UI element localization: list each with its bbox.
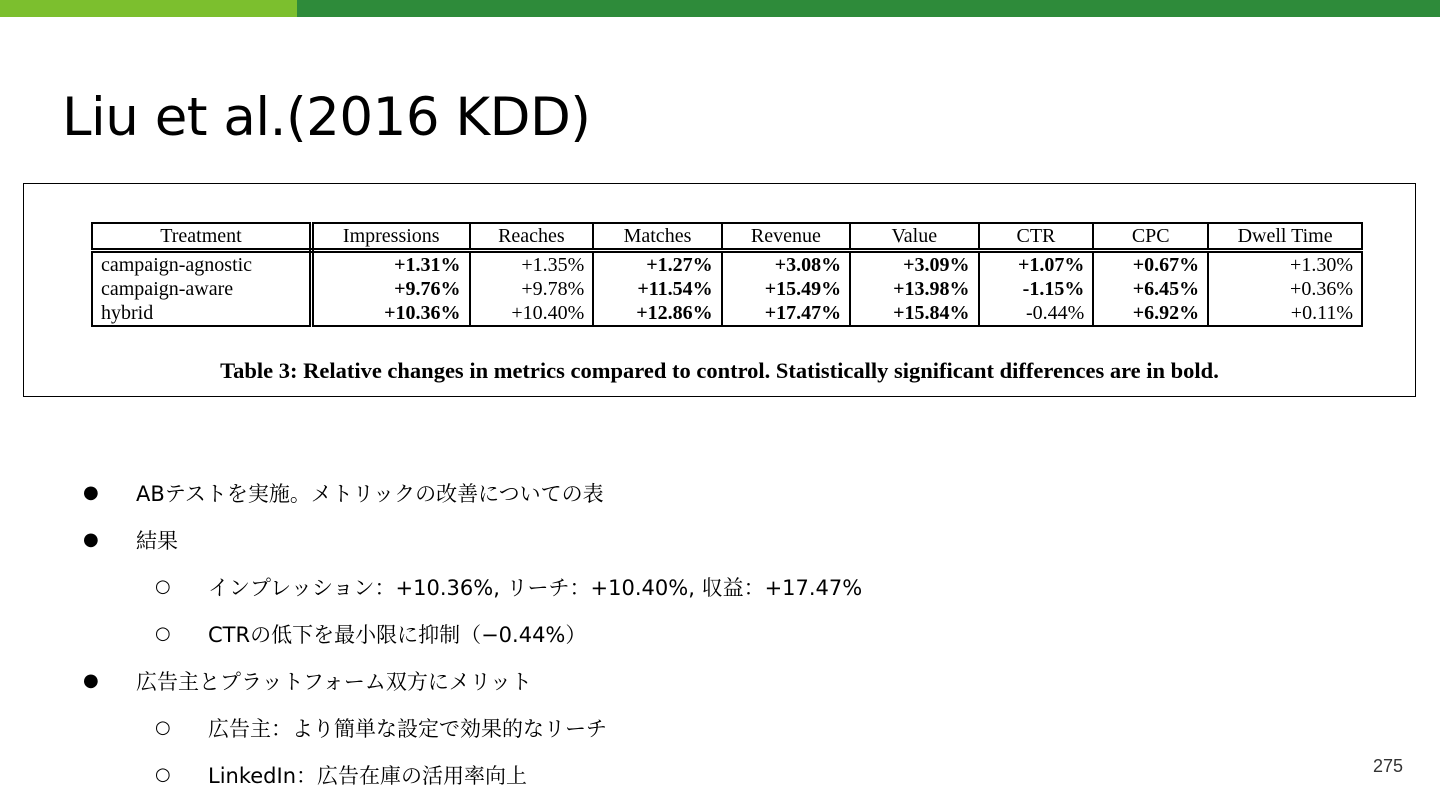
bullet-text: ABテストを実施。メトリックの改善についての表: [136, 482, 604, 506]
table-row: [92, 251, 1362, 278]
metric-cell: -0.44%: [979, 301, 1094, 326]
page-number: 275: [1373, 756, 1404, 776]
header-cell: Treatment: [92, 223, 312, 251]
bullet-circle: ○: [155, 576, 171, 597]
metric-cell: +3.09%: [850, 251, 978, 278]
bullet-dot: ●: [83, 670, 99, 691]
table-row: [92, 277, 1362, 301]
metric-cell: +13.98%: [850, 277, 978, 301]
metric-cell: +1.07%: [979, 251, 1094, 278]
metric-cell: +9.76%: [312, 277, 470, 301]
metric-cell: +1.27%: [593, 251, 721, 278]
header-cell: Impressions: [312, 223, 470, 251]
bullet-circle: ○: [155, 717, 171, 738]
bullet-text: LinkedIn：広告在庫の活用率向上: [208, 764, 528, 788]
bullet-text: 結果: [136, 529, 178, 553]
metric-cell: +17.47%: [722, 301, 850, 326]
accent-bar-right: [297, 0, 1440, 17]
metric-cell: +11.54%: [593, 277, 721, 301]
metric-cell: +15.49%: [722, 277, 850, 301]
bullet-dot: ●: [83, 482, 99, 503]
metric-cell: +0.11%: [1208, 301, 1362, 326]
metric-cell: +10.36%: [312, 301, 470, 326]
table-figure: [23, 183, 1416, 397]
header-cell: Revenue: [722, 223, 850, 251]
table-header-row: [92, 223, 1362, 251]
bullet-circle: ○: [155, 623, 171, 644]
metric-cell: +12.86%: [593, 301, 721, 326]
slide-title: Liu et al.(2016 KDD): [62, 87, 591, 148]
header-cell: Dwell Time: [1208, 223, 1362, 251]
accent-bar-left: [0, 0, 297, 17]
treatment-cell: campaign-aware: [92, 277, 312, 301]
table-caption: Table 3: Relative changes in metrics compared to control. Statistically significant differences are in bold.: [220, 358, 1219, 383]
bullet-text: CTRの低下を最小限に抑制（−0.44%）: [208, 623, 587, 647]
treatment-cell: hybrid: [92, 301, 312, 326]
metric-cell: +9.78%: [470, 277, 594, 301]
metric-cell: +10.40%: [470, 301, 594, 326]
metric-cell: +6.92%: [1093, 301, 1208, 326]
header-cell: Value: [850, 223, 978, 251]
metric-cell: +0.67%: [1093, 251, 1208, 278]
header-cell: Reaches: [470, 223, 594, 251]
metric-cell: -1.15%: [979, 277, 1094, 301]
header-cell: CPC: [1093, 223, 1208, 251]
bullet-dot: ●: [83, 529, 99, 550]
header-cell: CTR: [979, 223, 1094, 251]
bullet-text: 広告主とプラットフォーム双方にメリット: [136, 670, 533, 694]
metric-cell: +6.45%: [1093, 277, 1208, 301]
bullet-circle: ○: [155, 764, 171, 785]
metric-cell: +1.30%: [1208, 251, 1362, 278]
metric-cell: +15.84%: [850, 301, 978, 326]
bullet-text: インプレッション：+10.36%, リーチ：+10.40%, 収益：+17.47%: [208, 576, 863, 600]
metric-cell: +3.08%: [722, 251, 850, 278]
treatment-cell: campaign-agnostic: [92, 251, 312, 278]
table-row: [92, 301, 1362, 326]
metric-cell: +1.31%: [312, 251, 470, 278]
metrics-table: [91, 222, 1363, 327]
bullet-text: 広告主：より簡単な設定で効果的なリーチ: [208, 717, 607, 741]
metric-cell: +1.35%: [470, 251, 594, 278]
metric-cell: +0.36%: [1208, 277, 1362, 301]
header-cell: Matches: [593, 223, 721, 251]
